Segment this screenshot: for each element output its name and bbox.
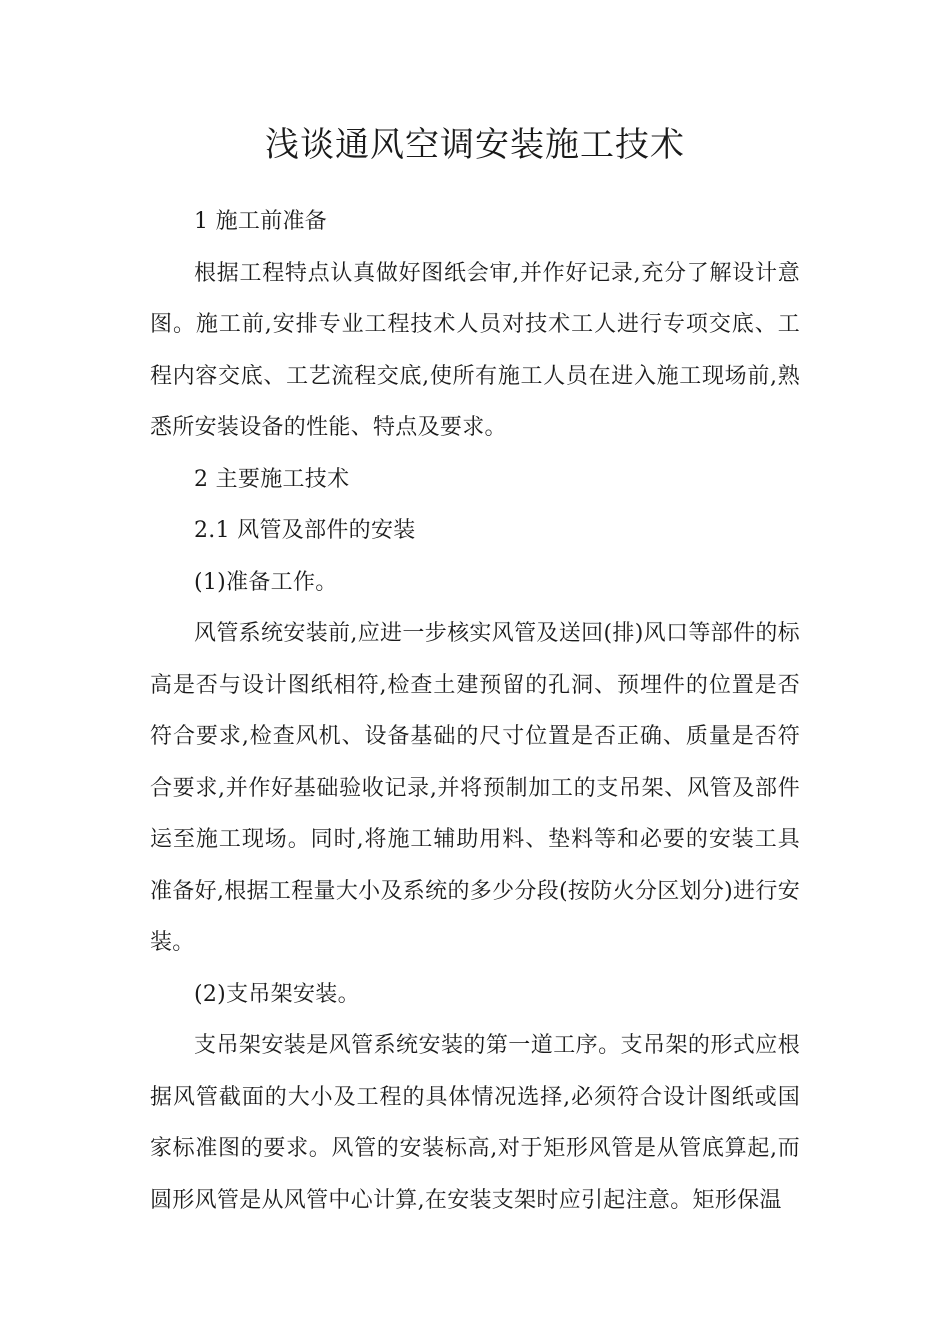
paragraph-duct-preparation: 风管系统安装前,应进一步核实风管及送回(排)风口等部件的标高是否与设计图纸相符,检查土建预留的孔洞、预埋件的位置是否符合要求,检查风机、设备基础的尺寸位置是否正确、质量是否符合要求,并作好基础验收记录,并将预制加工的支吊架、风管及部件运至施工现场。同时,将施工辅助用料、垫料等和必要的安装工具准备好,根据工程量大小及系统的多少分段(按防火分区划分)进行安装。	[150, 621, 800, 955]
paragraph-preparation: 根据工程特点认真做好图纸会审,并作好记录,充分了解设计意图。施工前,安排专业工程技术人员对技术工人进行专项交底、工程内容交底、工艺流程交底,使所有施工人员在进入施工现场前,熟悉所安装设备的性能、特点及要求。	[150, 260, 800, 440]
subsection-heading-2-1: 2.1 风管及部件的安装	[194, 518, 416, 543]
section-heading-1: 1 施工前准备	[194, 209, 328, 234]
item-heading-2: (2)支吊架安装。	[194, 981, 360, 1007]
item-heading-1: (1)准备工作。	[194, 569, 338, 595]
document-body	[150, 196, 800, 1226]
section-heading-2: 2 主要施工技术	[194, 466, 350, 492]
paragraph-hanger-installation: 支吊架安装是风管系统安装的第一道工序。支吊架的形式应根据风管截面的大小及工程的具体情况选择,必须符合设计图纸或国家标准图的要求。风管的安装标高,对于矩形风管是从管底算起,而圆形风管是从风管中心计算,在安装支架时应引起注意。矩形保温	[150, 1033, 800, 1213]
document-title: 浅谈通风空调安装施工技术	[265, 125, 685, 165]
